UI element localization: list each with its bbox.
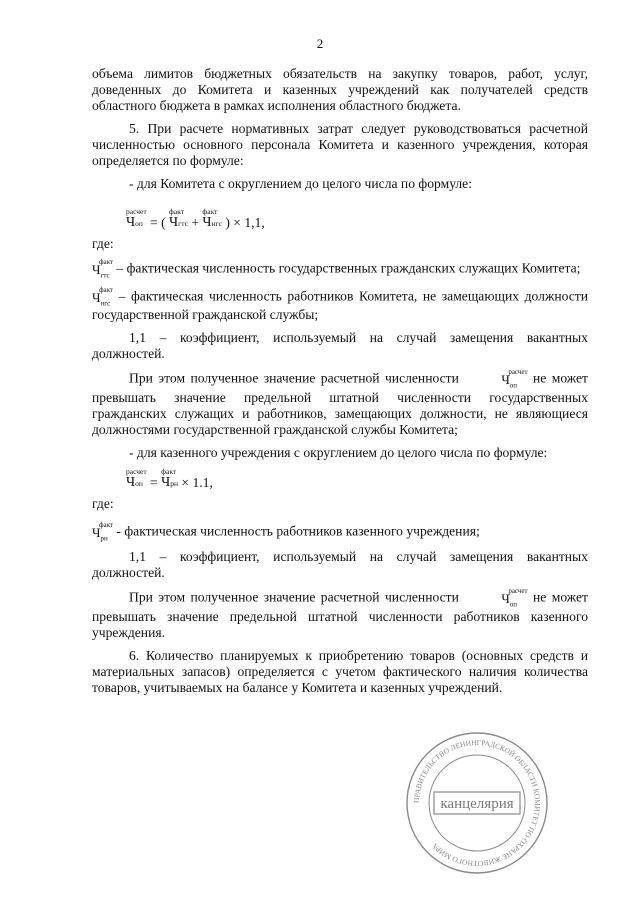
symbol-result-2: расчет $Ч_{оп}$ bbox=[501, 587, 528, 609]
paragraph-continuation: объема лимитов бюджетных обязательств на закупку товаров, работ, услуг, доведенных до Комитета и казенных учреждений как получателей средств областного бюджета в рамках исполнения областного бюджета. bbox=[92, 66, 588, 113]
page-number: 2 bbox=[316, 36, 324, 51]
document-body bbox=[92, 66, 588, 703]
paragraph-item-5: 5. При расчете нормативных затрат следует руководствоваться расчетной численностью основного персонала Комитета и казенного учреждения, которая определяется по формуле: bbox=[92, 121, 588, 168]
formula-institution: расчет Ч оп = факт Ч рн × 1.1, bbox=[126, 466, 213, 490]
formula2-term-result: расчет Ч оп bbox=[126, 466, 147, 490]
formula-equals: = ( bbox=[150, 215, 166, 230]
definition-gts: факт $Ч_{гтс}$ – фактическая численность государственных гражданских служащих Комитета; bbox=[92, 258, 581, 280]
formula-committee bbox=[126, 208, 588, 231]
paragraph-institution-limit: При этом полученное значение расчетной численности расчет $Ч_{оп}$ не может превышать значение предельной штатной численности работников казенного учреждения. bbox=[92, 587, 588, 640]
symbol-gts: факт $Ч_{гтс}$ bbox=[92, 258, 114, 280]
symbol-rn: факт $Ч_{рн}$ bbox=[92, 520, 114, 543]
paragraph-institution-formula-intro: - для казенного учреждения с округлением до целого числа по формуле: bbox=[129, 444, 548, 460]
formula-term-result: расчет Ч оп bbox=[126, 207, 147, 230]
definition-rn: факт $Ч_{рн}$ - фактическая численность работников казенного учреждения; bbox=[92, 520, 480, 543]
symbol-ngs: факт $Ч_{нгс}$ bbox=[92, 285, 114, 308]
coefficient-committee: 1,1 – коэффициент, используемый на случай замещения вакантных должностей. bbox=[92, 330, 588, 362]
symbol-result: расчет $Ч_{оп}$ bbox=[501, 368, 528, 390]
formula-multiplier: ) × 1,1, bbox=[225, 215, 265, 230]
stamp-ring-text: ПРАВИТЕЛЬСТВО ЛЕНИНГРАДСКОЙ ОБЛАСТИ КОМИТЕТ ПО ОХРАНЕ ЖИВОТНОГО МИРА bbox=[411, 737, 543, 869]
paragraph-committee-formula-intro: - для Комитета с округлением до целого числа по формуле: bbox=[129, 176, 472, 191]
definition-ngs: факт $Ч_{нгс}$ – фактическая численность работников Комитета, не замещающих должности государственной гражданской службы; bbox=[92, 285, 588, 323]
paragraph-item-6: 6. Количество планируемых к приобретению товаров (основных средств и материальных запасов) определяется с учетом фактического наличия количества товаров, учитываемых на балансе у Комитета и казенных учреждений. bbox=[92, 647, 588, 695]
where-label: где: bbox=[92, 236, 114, 251]
formula-term-ngs: факт Ч нгс bbox=[202, 207, 222, 230]
office-stamp bbox=[404, 730, 550, 876]
formula2-term-rn: факт Ч рн bbox=[161, 466, 178, 490]
where-label-2: где: bbox=[92, 495, 114, 511]
formula-term-gts: факт Ч гтс bbox=[169, 207, 188, 230]
coefficient-institution: 1,1 – коэффициент, используемый на случай замещения вакантных должностей. bbox=[92, 549, 588, 581]
paragraph-committee-limit: При этом полученное значение расчетной численности расчет $Ч_{оп}$ не может превышать значение предельной штатной численности государственных гражданских служащих и работников, замещающих должности, не являющиеся должностями государственной гражданской службы Комитета; bbox=[92, 368, 588, 437]
stamp-center-text: канцелярия bbox=[440, 796, 514, 812]
formula-plus: + bbox=[191, 215, 200, 230]
